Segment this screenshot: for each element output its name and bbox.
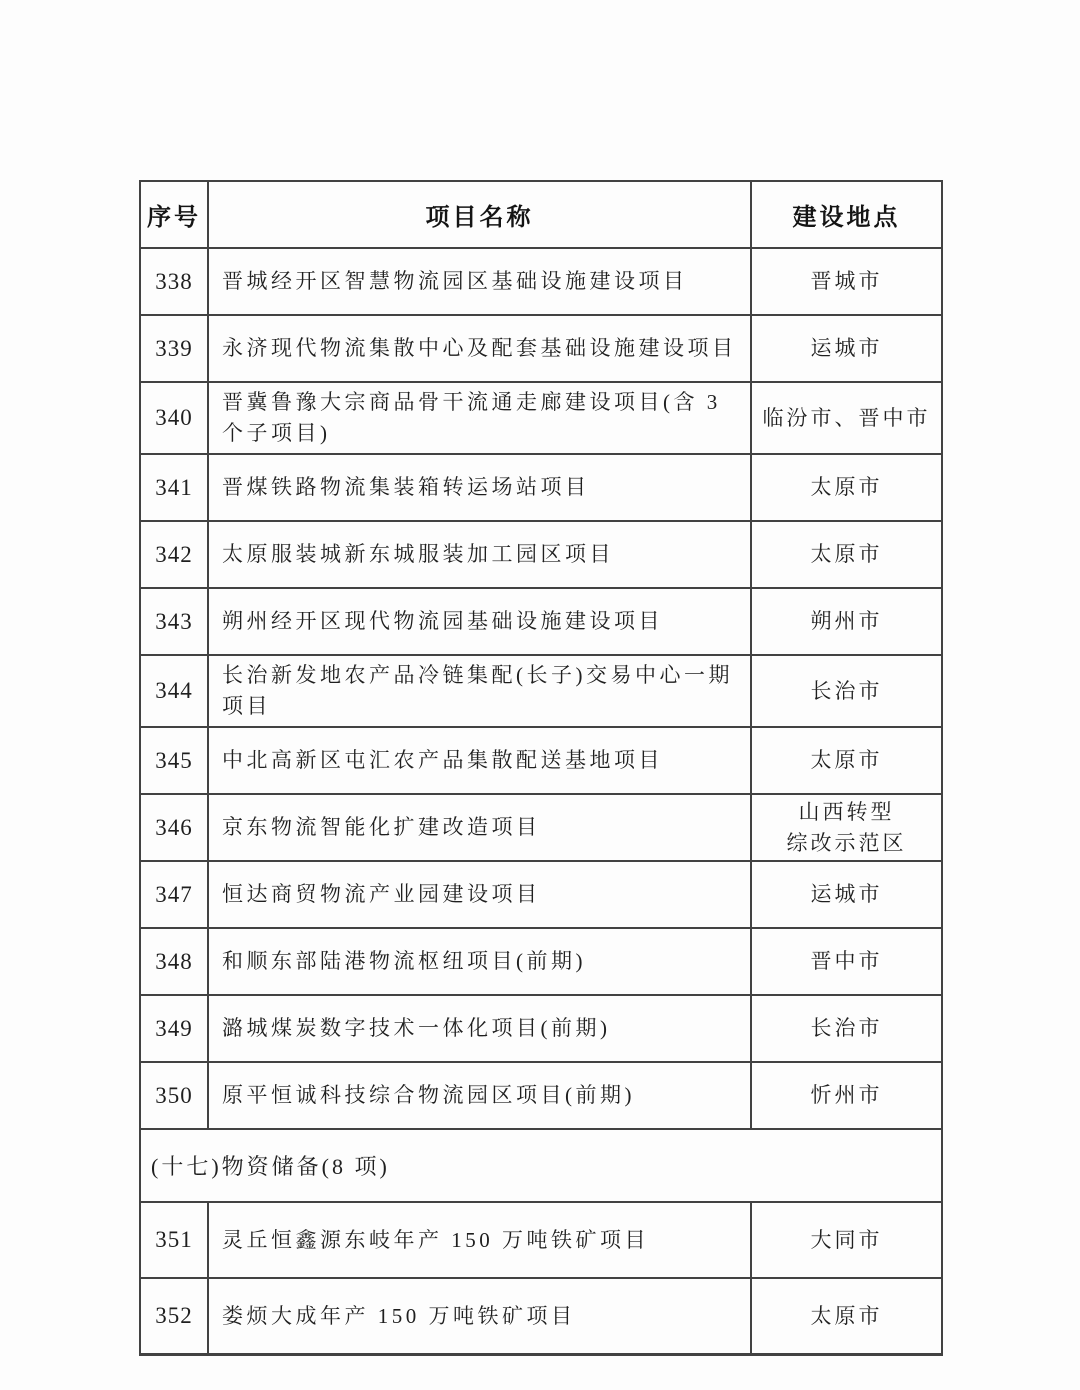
cell-location: 运城市 — [751, 861, 942, 928]
cell-serial: 339 — [140, 315, 208, 382]
cell-location: 长治市 — [751, 655, 942, 727]
cell-location: 太原市 — [751, 727, 942, 794]
header-row — [140, 181, 942, 248]
table-row — [140, 248, 942, 315]
cell-location: 太原市 — [751, 454, 942, 521]
cell-name: 永济现代物流集散中心及配套基础设施建设项目 — [208, 315, 751, 382]
table-row — [140, 454, 942, 521]
cell-serial: 340 — [140, 382, 208, 454]
cell-name: 长治新发地农产品冷链集配(长子)交易中心一期项目 — [208, 655, 751, 727]
cell-location: 忻州市 — [751, 1062, 942, 1129]
cell-serial: 341 — [140, 454, 208, 521]
cell-location: 山西转型 综改示范区 — [751, 794, 942, 861]
cell-serial: 347 — [140, 861, 208, 928]
table-row — [140, 588, 942, 655]
cell-serial: 351 — [140, 1202, 208, 1278]
cell-serial: 344 — [140, 655, 208, 727]
table-row — [140, 315, 942, 382]
cell-location: 长治市 — [751, 995, 942, 1062]
cell-serial: 348 — [140, 928, 208, 995]
section-row — [140, 1129, 942, 1202]
table-row — [140, 382, 942, 454]
cell-location: 朔州市 — [751, 588, 942, 655]
cell-location: 晋城市 — [751, 248, 942, 315]
projects-table — [139, 180, 943, 1356]
cell-name: 太原服装城新东城服装加工园区项目 — [208, 521, 751, 588]
cell-name: 晋冀鲁豫大宗商品骨干流通走廊建设项目(含 3 个子项目) — [208, 382, 751, 454]
cell-location: 运城市 — [751, 315, 942, 382]
cell-name: 和顺东部陆港物流枢纽项目(前期) — [208, 928, 751, 995]
cell-location: 晋中市 — [751, 928, 942, 995]
cell-name: 娄烦大成年产 150 万吨铁矿项目 — [208, 1278, 751, 1355]
table-row — [140, 995, 942, 1062]
table-row — [140, 928, 942, 995]
cell-name: 晋城经开区智慧物流园区基础设施建设项目 — [208, 248, 751, 315]
table-row — [140, 655, 942, 727]
table-row — [140, 1062, 942, 1129]
cell-name: 京东物流智能化扩建改造项目 — [208, 794, 751, 861]
cell-name: 朔州经开区现代物流园基础设施建设项目 — [208, 588, 751, 655]
cell-serial: 342 — [140, 521, 208, 588]
table-row — [140, 1202, 942, 1278]
cell-location: 临汾市、晋中市 — [751, 382, 942, 454]
cell-name: 灵丘恒鑫源东岐年产 150 万吨铁矿项目 — [208, 1202, 751, 1278]
cell-name: 中北高新区屯汇农产品集散配送基地项目 — [208, 727, 751, 794]
table-row — [140, 794, 942, 861]
cell-serial: 338 — [140, 248, 208, 315]
cell-name: 恒达商贸物流产业园建设项目 — [208, 861, 751, 928]
cell-serial: 345 — [140, 727, 208, 794]
cell-name: 原平恒诚科技综合物流园区项目(前期) — [208, 1062, 751, 1129]
table-header — [140, 181, 942, 248]
cell-name: 潞城煤炭数字技术一体化项目(前期) — [208, 995, 751, 1062]
cell-name: 晋煤铁路物流集装箱转运场站项目 — [208, 454, 751, 521]
header-location: 建设地点 — [751, 181, 942, 248]
cell-serial: 352 — [140, 1278, 208, 1355]
table-body — [140, 248, 942, 1355]
table-row — [140, 521, 942, 588]
cell-serial: 350 — [140, 1062, 208, 1129]
header-name: 项目名称 — [208, 181, 751, 248]
table-row — [140, 861, 942, 928]
cell-location: 太原市 — [751, 1278, 942, 1355]
section-label: (十七)物资储备(8 项) — [140, 1129, 942, 1202]
cell-location: 大同市 — [751, 1202, 942, 1278]
table-row — [140, 1278, 942, 1355]
header-serial: 序号 — [140, 181, 208, 248]
cell-serial: 346 — [140, 794, 208, 861]
cell-location: 太原市 — [751, 521, 942, 588]
table-row — [140, 727, 942, 794]
cell-serial: 343 — [140, 588, 208, 655]
cell-serial: 349 — [140, 995, 208, 1062]
